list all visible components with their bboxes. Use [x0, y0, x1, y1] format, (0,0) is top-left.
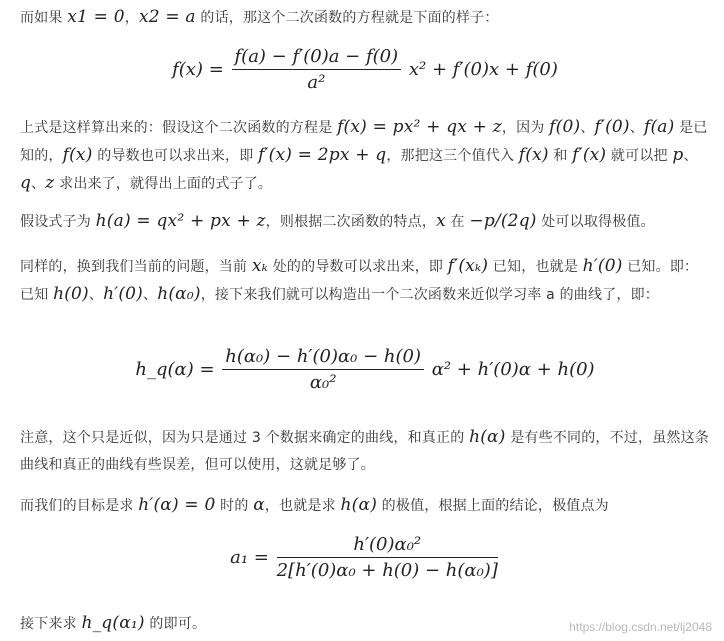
paragraph-current-problem [20, 253, 710, 309]
math-inline: h(a) = qx² + px + z [95, 211, 266, 231]
paragraph-assumption [20, 208, 710, 236]
text: ，也就是求 [264, 498, 341, 514]
math-inline: h(α) [469, 427, 506, 447]
text: 而如果 [20, 10, 68, 26]
text: 是已知的， [20, 120, 708, 164]
equation-fraction [277, 534, 498, 581]
text: 、 [683, 148, 698, 164]
fraction-denominator: a² [307, 72, 326, 93]
text: 已知，也就是 [488, 259, 583, 275]
math-inline: −p/(2q) [469, 211, 537, 231]
text: 而我们的目标是求 [20, 498, 139, 514]
text: 、 [143, 287, 158, 303]
equation-quadratic-f [20, 46, 710, 93]
math-inline: α [253, 495, 265, 515]
text: 求出来了，就得出上面的式子了。 [54, 176, 273, 192]
text: 就可以把 [606, 148, 673, 164]
text: 和 [548, 148, 573, 164]
equation-lhs: f(x) = [172, 59, 224, 80]
fraction-numerator: h′(0)α₀² [277, 534, 498, 558]
text: ，因为 [501, 120, 550, 136]
math-inline: h′(0) [582, 256, 623, 276]
equation-extremum [20, 534, 710, 581]
text: 处的的导数可以求出来，即 [268, 259, 448, 275]
math-inline: x1 = 0 [67, 7, 125, 27]
text: 上式是这样算出来的：假设这个二次函数的方程是 [20, 120, 338, 136]
paragraph-intro [20, 4, 499, 32]
text: 、 [88, 287, 104, 303]
fraction-denominator: 2[h′(0)α₀ + h(0) − h(α₀)] [276, 560, 498, 581]
text: 处可以取得极值。 [536, 214, 655, 230]
equation-lhs: h_q(α) = [135, 359, 215, 380]
math-inline: f′(0) [594, 117, 630, 137]
math-inline: h(0) [53, 284, 89, 304]
text: 的极值，根据上面的结论，极值点为 [377, 498, 609, 514]
math-inline: f′(x) [572, 145, 607, 165]
paragraph-note [20, 424, 710, 479]
fraction-denominator: α₀² [309, 372, 337, 393]
math-inline: q [20, 173, 32, 193]
text: 注意，这个只是近似，因为只是通过 3 个数据来确定的曲线，和真正的 [20, 430, 470, 446]
paragraph-derivation [20, 114, 710, 198]
text: 、 [629, 120, 644, 136]
paragraph-goal [20, 492, 710, 520]
equation-fraction [232, 46, 402, 93]
math-inline: f(x) = px² + qx + z [337, 117, 502, 137]
math-inline: h(α) [340, 495, 378, 515]
fraction-numerator: h(α₀) − h′(0)α₀ − h(0) [222, 346, 424, 370]
text: 在 [445, 214, 470, 230]
math-inline: f(x) [518, 145, 549, 165]
fraction-numerator: f(a) − f′(0)a − f(0) [232, 46, 402, 70]
text: 的话，那这个二次函数的方程就是下面的样子： [195, 10, 499, 26]
math-inline: x [436, 211, 446, 231]
math-inline: x2 = a [138, 7, 196, 27]
math-inline: h_q(α₁) [81, 613, 145, 633]
math-inline: z [45, 173, 55, 193]
math-inline: f′(xₖ) [447, 256, 489, 276]
equation-fraction [222, 346, 424, 393]
text: ，接下来我们就可以构造出一个二次函数来近似学习率 a 的曲线了，即： [200, 287, 659, 303]
math-inline: f(0) [549, 117, 581, 137]
text: ，那把这三个值代入 [386, 148, 519, 164]
text: 是有些不同的，不过，虽然这条曲线和真正的曲线有些误差，但可以使用，这就足够了。 [20, 430, 710, 473]
text: 假设式子为 [20, 214, 96, 230]
math-inline: h(α₀) [157, 284, 201, 304]
equation-lhs: a₁ = [230, 547, 269, 568]
math-inline: f(x) [62, 145, 93, 165]
equation-rhs: x² + f′(0)x + f(0) [408, 59, 558, 80]
text: 已知。即：已知 [20, 259, 699, 303]
text: ， [124, 10, 139, 26]
text: 、 [580, 120, 595, 136]
watermark: https://blog.csdn.net/lj2048 [569, 620, 712, 634]
text: 接下来求 [20, 616, 82, 632]
math-inline: f′(x) = 2px + q [258, 145, 387, 165]
equation-quadratic-hq [20, 346, 710, 393]
text: 同样的，换到我们当前的问题，当前 [20, 259, 252, 275]
math-inline: p [672, 145, 684, 165]
text: ，则根据二次函数的特点， [265, 214, 437, 230]
math-inline: h′(0) [103, 284, 143, 304]
math-inline: h′(α) = 0 [138, 495, 216, 515]
text: 的导数也可以求出来，即 [92, 148, 259, 164]
text: 时的 [215, 498, 254, 514]
text: 的即可。 [144, 616, 207, 632]
math-inline: xₖ [251, 256, 269, 276]
math-inline: f(a) [643, 117, 675, 137]
text: 、 [31, 176, 46, 192]
paragraph-next-step [20, 610, 520, 638]
equation-rhs: α² + h′(0)α + h(0) [431, 359, 595, 380]
